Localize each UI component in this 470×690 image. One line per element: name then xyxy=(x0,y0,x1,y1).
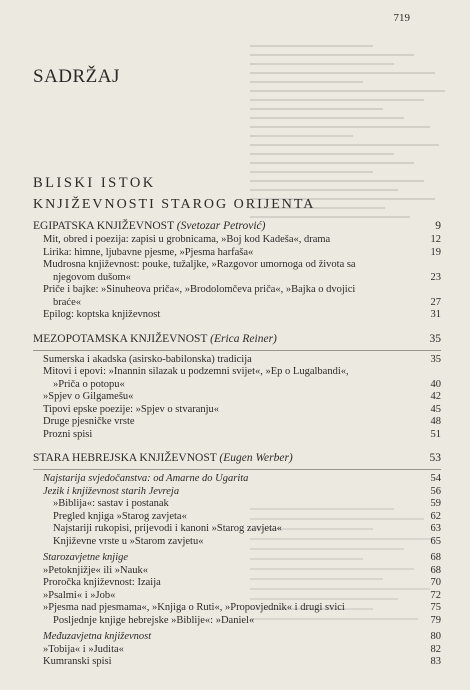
toc-entry-page: 68 xyxy=(430,552,441,563)
toc-entry-page: 72 xyxy=(430,589,441,601)
toc-entry-title: STARA HEBREJSKA KNJIŽEVNOST (Eugen Werber) xyxy=(33,452,293,464)
toc-entry-title: Mudrosna književnost: pouke, tužaljke, »Razgovor umornoga od života sa xyxy=(43,259,356,270)
toc-entry xyxy=(33,429,441,442)
toc-entry xyxy=(33,486,441,499)
toc-entry-title: »Biblija«: sastav i postanak xyxy=(53,498,169,509)
toc-entry-page: 53 xyxy=(429,452,441,464)
toc-entry xyxy=(33,577,441,590)
toc-entry xyxy=(33,552,441,565)
toc-entry-title: MEZOPOTAMSKA KNJIŽEVNOST (Erica Reiner) xyxy=(33,332,277,345)
toc-entry xyxy=(33,272,441,285)
toc-entry-title: Mitovi i epovi: »Inannin silazak u podzemni svijet«, »Ep o Lugalbandi«, xyxy=(43,366,349,377)
toc-entry xyxy=(33,391,441,404)
toc-entry xyxy=(33,259,441,272)
toc-entry-title: »Tobija« i »Judita« xyxy=(43,643,124,655)
toc-entry xyxy=(33,511,441,524)
toc-entry xyxy=(33,247,441,260)
toc-entry-page: 70 xyxy=(430,577,441,588)
section-divider xyxy=(33,350,441,351)
toc-entry-page: 19 xyxy=(430,246,441,258)
toc-entry-title: braće« xyxy=(53,296,81,308)
toc-entry-page: 56 xyxy=(430,485,441,497)
toc-entry xyxy=(33,297,441,310)
toc-entry-page: 54 xyxy=(430,473,441,484)
toc-entry-page: 79 xyxy=(430,614,441,626)
toc-chapter-entry xyxy=(33,451,441,466)
toc-entry-title: EGIPATSKA KNJIŽEVNOST (Svetozar Petrović) xyxy=(33,220,266,232)
toc-entry-page: 45 xyxy=(430,403,441,415)
table-of-contents xyxy=(33,219,441,669)
toc-chapter-entry xyxy=(33,332,441,347)
section-divider xyxy=(33,469,441,470)
toc-entry xyxy=(33,523,441,536)
toc-entry-title: njegovom dušom« xyxy=(53,271,131,283)
toc-entry-page: 42 xyxy=(430,391,441,402)
toc-entry-page: 62 xyxy=(430,510,441,522)
toc-entry-page: 59 xyxy=(430,498,441,509)
toc-entry-title: »Petoknjižje« ili »Nauk« xyxy=(43,564,148,576)
section-heading: BLISKI ISTOK xyxy=(33,175,156,191)
toc-entry-page: 82 xyxy=(430,643,441,655)
toc-entry xyxy=(33,498,441,511)
toc-entry-page: 83 xyxy=(430,656,441,667)
toc-entry-page: 68 xyxy=(430,564,441,576)
toc-entry-page: 9 xyxy=(435,220,441,232)
toc-entry-title: »Spjev o Gilgamešu« xyxy=(43,391,134,402)
toc-entry-title: Prozni spisi xyxy=(43,428,93,440)
toc-entry-title: Kumranski spisi xyxy=(43,656,112,667)
toc-entry-title: Najstarija svjedočanstva: od Amarne do Ugarita xyxy=(43,473,249,484)
toc-chapter-entry xyxy=(33,219,441,234)
toc-entry-page: 35 xyxy=(430,353,441,365)
toc-entry xyxy=(33,379,441,392)
toc-entry xyxy=(33,234,441,247)
toc-entry xyxy=(33,416,441,429)
toc-entry xyxy=(33,644,441,657)
toc-entry xyxy=(33,631,441,644)
toc-entry-title: Druge pjesničke vrste xyxy=(43,416,135,427)
toc-entry-page: 35 xyxy=(429,332,441,345)
toc-entry-author: (Svetozar Petrović) xyxy=(176,220,266,232)
toc-spacer xyxy=(33,322,441,332)
toc-entry xyxy=(33,354,441,367)
toc-entry-author: (Erica Reiner) xyxy=(210,332,277,345)
toc-entry-title: Književne vrste u »Starom zavjetu« xyxy=(53,535,204,547)
toc-entry-title: Lirika: himne, ljubavne pjesme, »Pjesma harfaša« xyxy=(43,246,254,258)
toc-entry-title: Posljednje knjige hebrejske »Biblije«: »Daniel« xyxy=(53,614,255,626)
page-title: SADRŽAJ xyxy=(33,66,120,87)
toc-entry-title: Epilog: koptska književnost xyxy=(43,309,161,320)
toc-entry-title: »Priča o potopu« xyxy=(53,378,125,390)
toc-entry xyxy=(33,473,441,486)
subsection-heading: KNJIŽEVNOSTI STAROG ORIJENTA xyxy=(33,197,316,212)
toc-entry-title: Jezik i književnost starih Jevreja xyxy=(43,485,180,497)
toc-entry xyxy=(33,602,441,615)
toc-entry-author: (Eugen Werber) xyxy=(219,452,293,464)
toc-entry xyxy=(33,565,441,578)
toc-entry-page: 48 xyxy=(430,416,441,427)
toc-entry-page: 23 xyxy=(430,271,441,283)
toc-entry-page: 63 xyxy=(430,523,441,534)
toc-entry-page: 51 xyxy=(430,428,441,440)
toc-entry xyxy=(33,536,441,549)
toc-entry-page: 31 xyxy=(430,309,441,320)
toc-spacer xyxy=(33,441,441,451)
toc-entry-title: Mit, obred i poezija: zapisi u grobnicama, »Boj kod Kadeša«, drama xyxy=(43,234,331,245)
toc-entry-title: Pregled knjiga »Starog zavjeta« xyxy=(53,510,187,522)
toc-entry-title: Starozavjetne knjige xyxy=(43,552,129,563)
toc-entry xyxy=(33,309,441,322)
toc-entry-page: 40 xyxy=(430,378,441,390)
toc-entry-page: 12 xyxy=(430,234,441,245)
toc-entry xyxy=(33,656,441,669)
toc-entry-title: »Pjesma nad pjesmama«, »Knjiga o Ruti«, »Propovjednik« i drugi svici xyxy=(43,602,345,613)
toc-entry-title: Sumerska i akadska (asirsko-babilonska) tradicija xyxy=(43,353,252,365)
toc-entry xyxy=(33,615,441,628)
toc-entry-title: Međuzavjetna književnost xyxy=(43,631,152,642)
toc-entry-page: 27 xyxy=(430,296,441,308)
toc-entry-title: »Psalmi« i »Job« xyxy=(43,589,116,601)
toc-entry-title: Priče i bajke: »Sinuheova priča«, »Brodolomčeva priča«, »Bajka o dvojici xyxy=(43,284,356,295)
page-number: 719 xyxy=(393,12,410,24)
toc-entry xyxy=(33,590,441,603)
toc-entry-page: 80 xyxy=(430,631,441,642)
toc-entry-title: Tipovi epske poezije: »Spjev o stvaranju« xyxy=(43,403,220,415)
toc-entry-title: Proročka književnost: Izaija xyxy=(43,577,161,588)
toc-entry-page: 75 xyxy=(430,602,441,613)
toc-entry xyxy=(33,404,441,417)
toc-entry xyxy=(33,366,441,379)
toc-entry-page: 65 xyxy=(430,535,441,547)
toc-entry-title: Najstariji rukopisi, prijevodi i kanoni »Starog zavjeta« xyxy=(53,523,282,534)
toc-entry xyxy=(33,284,441,297)
